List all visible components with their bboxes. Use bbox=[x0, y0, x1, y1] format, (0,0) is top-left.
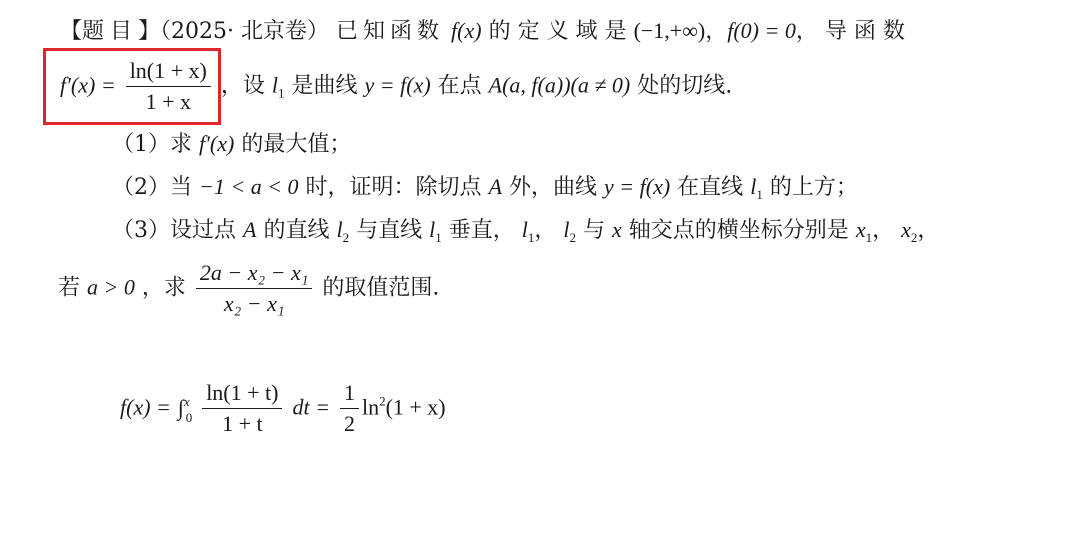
part-3-x: x bbox=[612, 217, 622, 242]
half-fraction bbox=[340, 382, 359, 435]
f0-expr: f(0) = 0 bbox=[727, 18, 796, 43]
derivative-line bbox=[60, 60, 732, 113]
integral-note bbox=[120, 382, 446, 435]
part-2-text-c: 在直线 bbox=[677, 175, 744, 200]
part-3-x2: x bbox=[901, 217, 911, 242]
derivative-lhs: f′(x) = bbox=[60, 72, 116, 98]
problem-header-line: 【题目】（2025· 北京卷） 已知函数 f(x) 的 定 义 域 是 (−1,+∞)，f(0) = 0， 导 函 数 bbox=[60, 18, 905, 44]
part-3-l2b: l bbox=[563, 217, 570, 242]
note-rhs-sup: 2 bbox=[379, 393, 386, 409]
line2-text-d: 处的切线. bbox=[637, 73, 733, 99]
part-2-text-d: 的上方； bbox=[769, 175, 858, 200]
part-3-l2: l bbox=[336, 217, 343, 242]
part-3-text-a: 的直线 bbox=[263, 218, 330, 243]
part-2-text-a: 时，证明：除切点 bbox=[305, 175, 482, 200]
part-1-expr: f′(x) bbox=[199, 131, 235, 156]
part-3-text-c: 垂直， bbox=[448, 218, 515, 243]
part-3b-cond: a > 0 bbox=[87, 274, 135, 300]
line2-text-a: ，设 bbox=[220, 73, 265, 99]
part-3-l1-sub: 1 bbox=[435, 230, 442, 245]
intro-text-3: ， 导 函 数 bbox=[795, 19, 905, 44]
half-denominator: 2 bbox=[343, 411, 355, 436]
part-2-cond: −1 < a < 0 bbox=[199, 174, 299, 199]
part-2 bbox=[112, 174, 858, 202]
derivative-denominator: 1 + x bbox=[145, 89, 191, 114]
part-3-end: ， bbox=[917, 218, 940, 243]
tangent-l: l bbox=[271, 72, 278, 98]
part-3-l2b-sub: 2 bbox=[569, 230, 577, 245]
part-3-comma-2: ， bbox=[872, 218, 895, 243]
part-3-l2-sub: 2 bbox=[342, 230, 350, 245]
part-3b-denominator: x₂ − x₁ bbox=[223, 291, 285, 316]
tag-close: 】 bbox=[138, 19, 161, 44]
part-1-text: 的最大值； bbox=[241, 132, 352, 157]
part-1-label: （1）求 bbox=[112, 132, 192, 157]
tag-open: 【 bbox=[60, 19, 83, 44]
note-dt: dt = bbox=[292, 394, 330, 420]
line2-text-b: 是曲线 bbox=[291, 73, 358, 99]
note-rhs: ln bbox=[361, 394, 380, 420]
part-3-label: （3）设过点 bbox=[112, 218, 236, 243]
part-2-label: （2）当 bbox=[112, 175, 192, 200]
part-3-x2-sub: 2 bbox=[910, 230, 918, 245]
integral-upper: x bbox=[183, 393, 190, 409]
part-3b-numerator: 2a − x₂ − x₁ bbox=[196, 262, 313, 289]
derivative-fraction bbox=[126, 60, 211, 113]
curve-expr: y = f(x) bbox=[364, 72, 431, 98]
integral-lower: 0 bbox=[185, 409, 193, 425]
integrand-denominator: 1 + t bbox=[222, 411, 263, 436]
part-3-comma: ， bbox=[534, 218, 557, 243]
part-2-text-b: 外，曲线 bbox=[509, 175, 598, 200]
part-3-l1b: l bbox=[521, 217, 528, 242]
part-3b-fraction bbox=[196, 262, 313, 315]
part-3-A: A bbox=[243, 217, 257, 242]
derivative-numerator: ln(1 + x) bbox=[126, 60, 211, 87]
tag-label: 题目 bbox=[82, 19, 139, 44]
part-3-text-b: 与直线 bbox=[356, 218, 423, 243]
note-rhs-tail: (1 + x) bbox=[385, 394, 446, 420]
part-3 bbox=[112, 217, 940, 245]
part-3-l1: l bbox=[429, 217, 436, 242]
tangent-sub: 1 bbox=[278, 85, 285, 101]
intro-text-1: 已知函数 bbox=[336, 19, 445, 44]
part-3b-text-c: 的取值范围. bbox=[322, 275, 440, 301]
part-1 bbox=[112, 133, 351, 156]
note-lhs: f(x) = bbox=[120, 394, 171, 420]
part-3b-text-b: ，求 bbox=[141, 275, 186, 301]
line2-text-c: 在点 bbox=[437, 73, 482, 99]
integral-icon: ∫ bbox=[177, 394, 184, 420]
part-3-x1: x bbox=[855, 217, 866, 242]
domain-expr: (−1,+∞) bbox=[633, 18, 706, 43]
part-2-l: l bbox=[750, 174, 757, 199]
point-expr: A(a, f(a))(a ≠ 0) bbox=[488, 72, 631, 98]
integrand-fraction bbox=[202, 382, 282, 435]
part-2-A: A bbox=[488, 174, 503, 199]
part-2-curve: y = f(x) bbox=[604, 174, 671, 199]
half-numerator: 1 bbox=[340, 382, 359, 409]
part-3-text-e: 轴交点的横坐标分别是 bbox=[628, 218, 849, 243]
part-3-x1-sub: 1 bbox=[865, 230, 873, 245]
part-2-sub: 1 bbox=[756, 187, 763, 202]
function-fx: f(x) bbox=[451, 18, 482, 43]
problem-source: （2025· 北京卷） bbox=[160, 19, 330, 44]
intro-text-2: 的 定 义 域 是 bbox=[488, 19, 627, 44]
part-3-text-d: 与 bbox=[583, 218, 606, 243]
integrand-numerator: ln(1 + t) bbox=[202, 382, 282, 409]
part-3b-text-a: 若 bbox=[58, 275, 81, 301]
part-3-l1b-sub: 1 bbox=[527, 230, 535, 245]
part-3-continued bbox=[58, 262, 439, 315]
